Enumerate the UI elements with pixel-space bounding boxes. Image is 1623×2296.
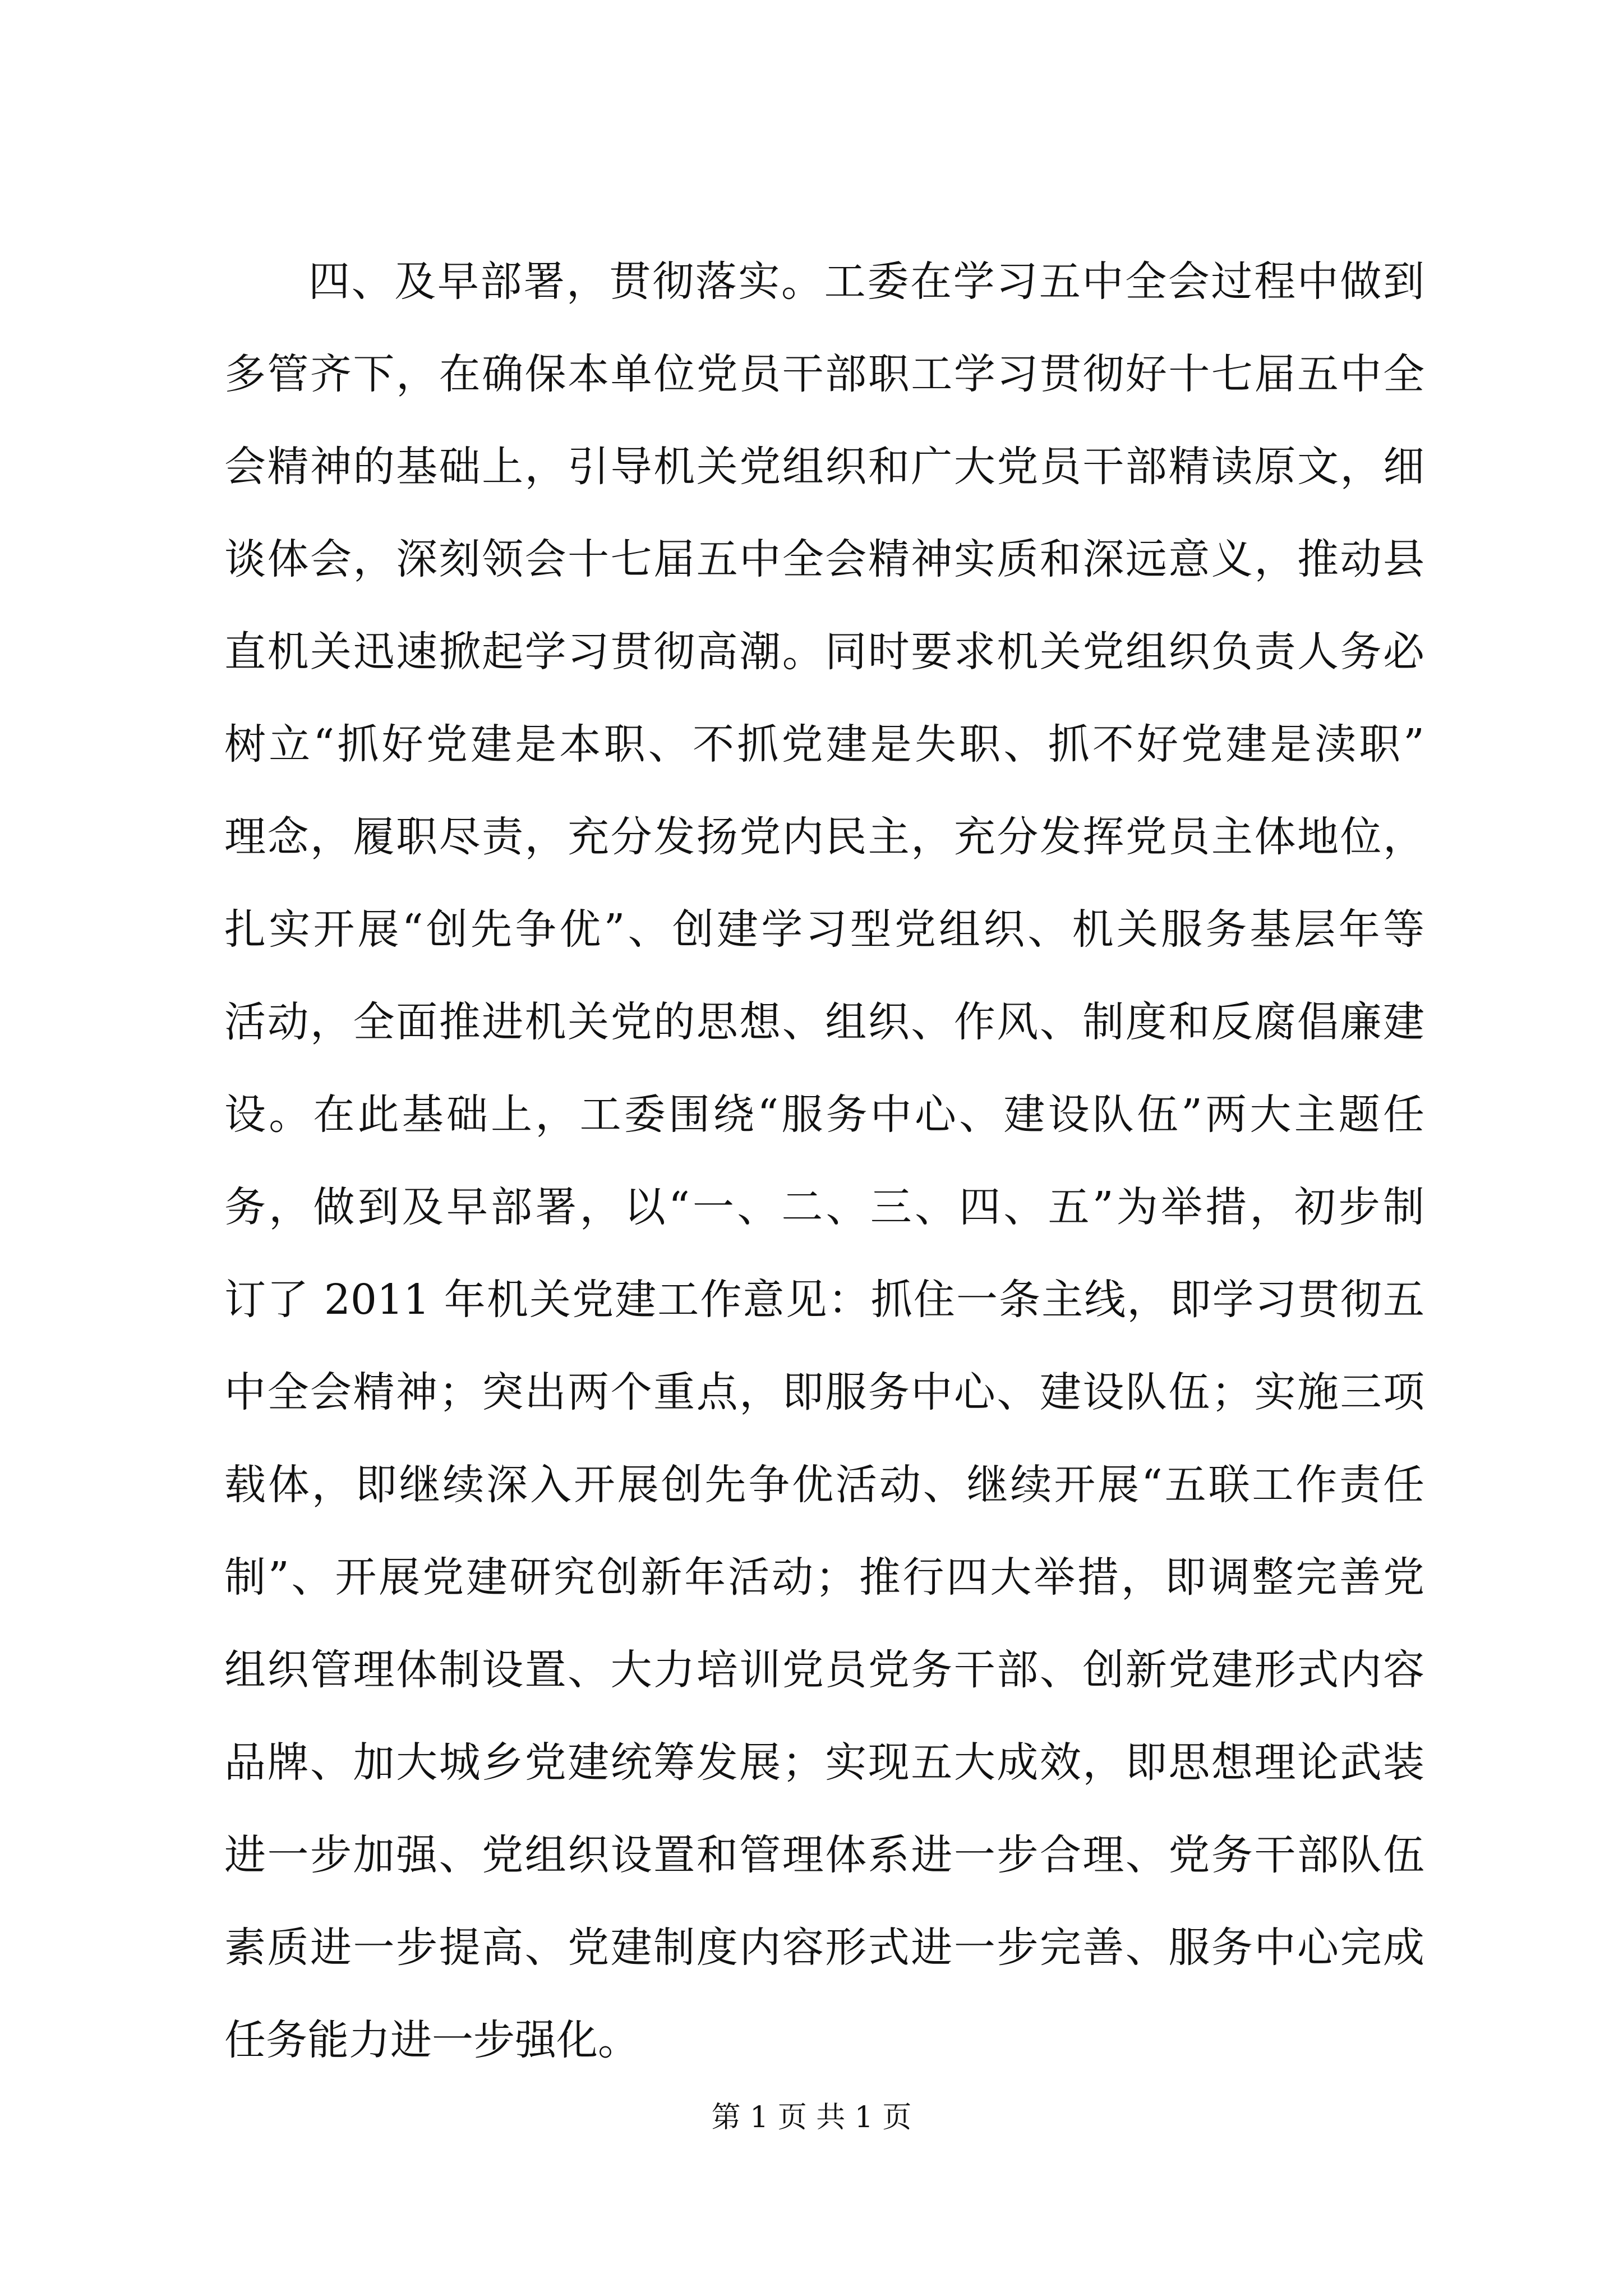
paragraph-line: 直机关迅速掀起学习贯彻高潮。同时要求机关党组织负责人务必 [224,628,1424,676]
paragraph-line: 载体，即继续深入开展创先争优活动、继续开展“五联工作责任 [224,1461,1424,1509]
paragraph-line: 四、及早部署，贯彻落实。工委在学习五中全会过程中做到 [308,257,1424,306]
paragraph-line: 活动，全面推进机关党的思想、组织、作风、制度和反腐倡廉建 [224,998,1424,1046]
paragraph-line: 任务能力进一步强化。 [224,2016,639,2064]
paragraph-line: 素质进一步提高、党建制度内容形式进一步完善、服务中心完成 [224,1924,1424,1972]
page-footer: 第 1 页 共 1 页 [711,2101,912,2134]
paragraph-line: 理念，履职尽责，充分发扬党内民主，充分发挥党员主体地位， [224,813,1424,861]
paragraph-line: 订了 2011 年机关党建工作意见：抓住一条主线，即学习贯彻五 [224,1276,1424,1324]
paragraph-line: 务，做到及早部署，以“一、二、三、四、五”为举措，初步制 [224,1183,1424,1231]
body-paragraph [224,236,1424,2087]
paragraph-line: 会精神的基础上，引导机关党组织和广大党员干部精读原文，细 [224,443,1424,491]
paragraph-line: 树立“抓好党建是本职、不抓党建是失职、抓不好党建是渎职” [224,720,1424,769]
paragraph-line: 多管齐下，在确保本单位党员干部职工学习贯彻好十七届五中全 [224,350,1424,398]
paragraph-line: 谈体会，深刻领会十七届五中全会精神实质和深远意义，推动县 [224,535,1424,583]
paragraph-line: 进一步加强、党组织设置和管理体系进一步合理、党务干部队伍 [224,1831,1424,1879]
paragraph-line: 品牌、加大城乡党建统筹发展；实现五大成效，即思想理论武装 [224,1738,1424,1787]
paragraph-line: 组织管理体制设置、大力培训党员党务干部、创新党建形式内容 [224,1646,1424,1694]
paragraph-line: 设。在此基础上，工委围绕“服务中心、建设队伍”两大主题任 [224,1091,1424,1139]
paragraph-line: 中全会精神；突出两个重点，即服务中心、建设队伍；实施三项 [224,1368,1424,1416]
paragraph-line: 扎实开展“创先争优”、创建学习型党组织、机关服务基层年等 [224,905,1424,954]
paragraph-line: 制”、开展党建研究创新年活动；推行四大举措，即调整完善党 [224,1553,1424,1602]
